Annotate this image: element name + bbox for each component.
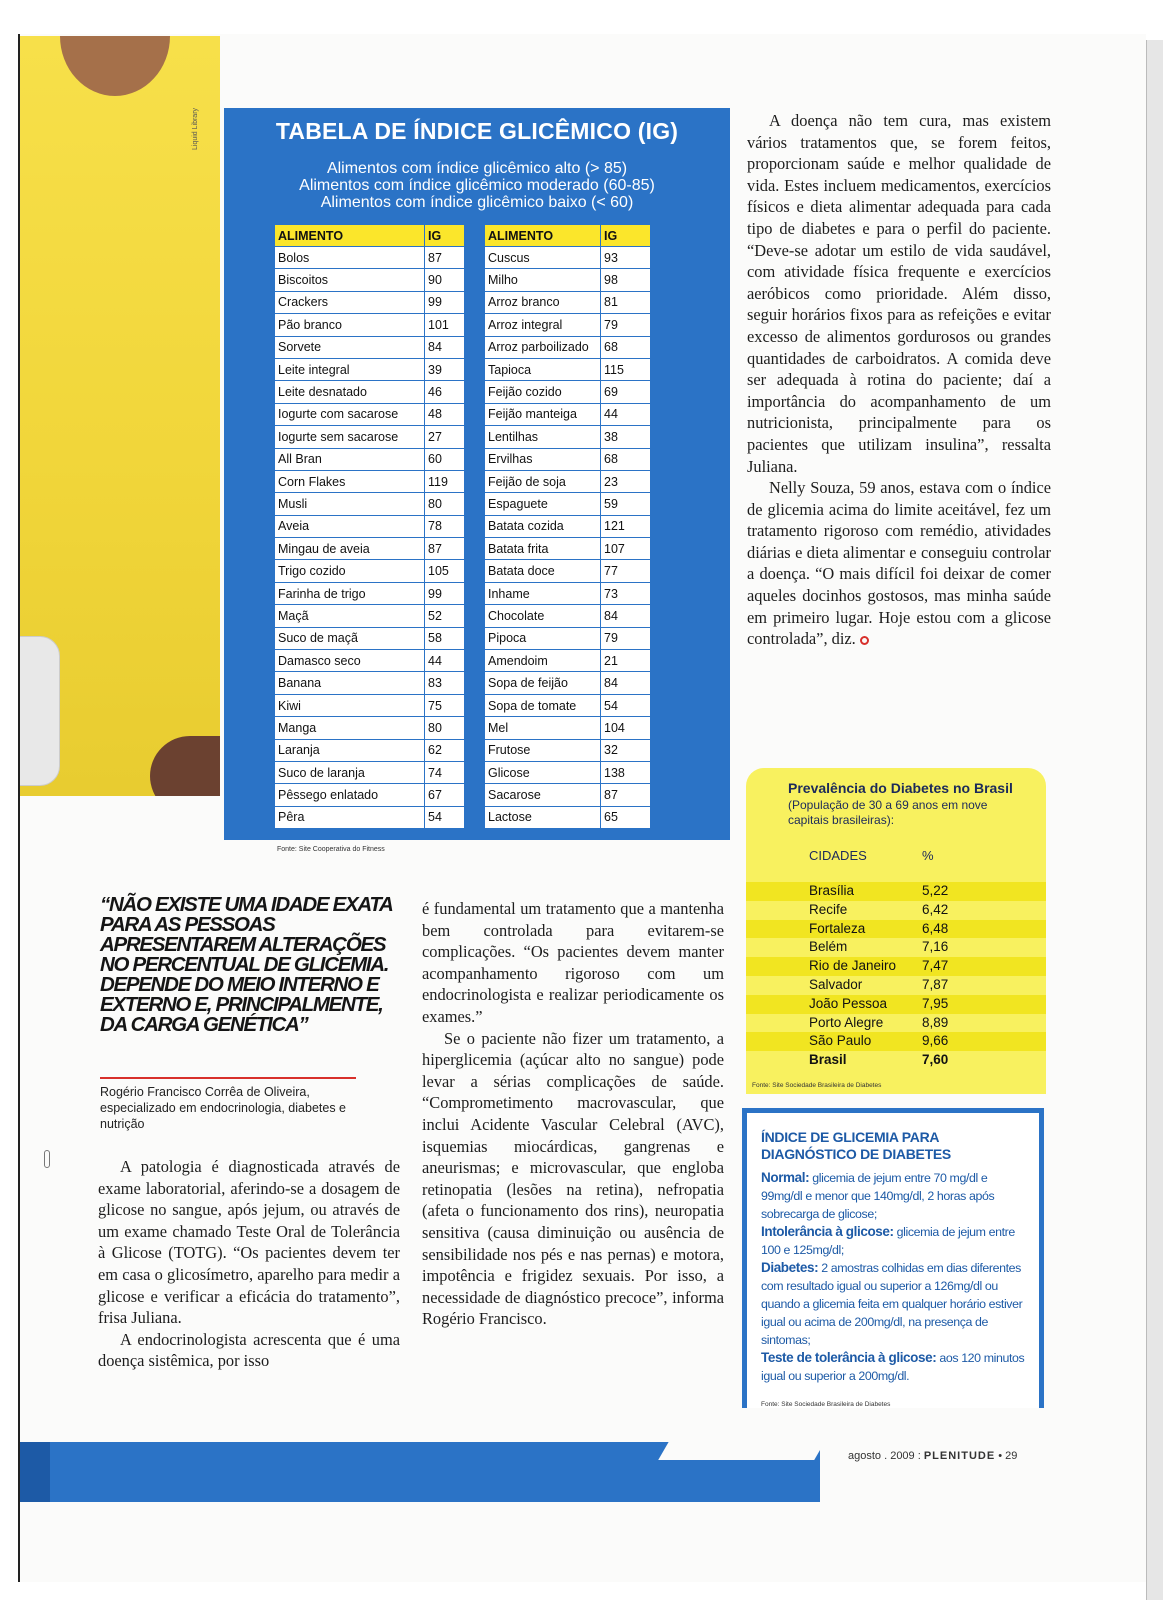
table-row	[485, 739, 651, 761]
table-row	[485, 515, 651, 537]
city-percent: 6,42	[922, 901, 949, 917]
table-row	[275, 336, 465, 358]
food-name: Bolos	[275, 247, 425, 269]
table-row	[485, 560, 651, 582]
table-row	[275, 717, 465, 739]
food-name: Musli	[275, 493, 425, 515]
paragraph: é fundamental um tratamento que a mantenha bem controlada para evitarem-se complicações. “Os pacientes devem manter acompanhamento rigoroso com um endocrinologista e realizar periodicamente os exames.”	[422, 899, 724, 1026]
city-percent: 7,47	[922, 958, 949, 974]
table-row	[275, 538, 465, 560]
ig-value: 68	[601, 448, 651, 470]
food-name: Inhame	[485, 582, 601, 604]
ig-value: 87	[425, 247, 465, 269]
table-row	[485, 761, 651, 783]
ig-value: 101	[425, 314, 465, 336]
table-row	[275, 560, 465, 582]
table-row	[485, 605, 651, 627]
food-name: Suco de maçã	[275, 627, 425, 649]
food-name: Pêssego enlatado	[275, 784, 425, 806]
article-column-middle	[422, 898, 724, 1330]
ig-legend	[224, 160, 730, 211]
glicemia-criteria	[761, 1169, 1031, 1385]
legend-low: Alimentos com índice glicêmico baixo (< 60)	[320, 194, 634, 211]
food-name: Feijão cozido	[485, 381, 601, 403]
food-name: Batata frita	[485, 538, 601, 560]
city-percent: 7,87	[922, 976, 949, 992]
ig-value: 107	[601, 538, 651, 560]
food-name: Corn Flakes	[275, 470, 425, 492]
table-row	[275, 314, 465, 336]
ig-value: 68	[601, 336, 651, 358]
ig-value: 115	[601, 358, 651, 380]
article-column-right	[747, 110, 1051, 650]
prevalence-row	[746, 957, 1046, 976]
table-row	[485, 403, 651, 425]
food-name: Glicose	[485, 761, 601, 783]
city-name: São Paulo	[809, 1033, 872, 1049]
food-name: Banana	[275, 672, 425, 694]
ig-value: 93	[601, 247, 651, 269]
food-name: Lentilhas	[485, 426, 601, 448]
prevalence-col-city: CIDADES	[809, 848, 867, 863]
glicemia-box	[742, 1108, 1044, 1408]
city-percent: 7,95	[922, 995, 949, 1011]
prevalence-col-pct: %	[922, 848, 934, 863]
ig-value: 105	[425, 560, 465, 582]
food-name: Sacarose	[485, 784, 601, 806]
table-row	[275, 672, 465, 694]
photo-credit: Liquid Library	[192, 107, 199, 150]
paragraph: Se o paciente não fizer um tratamento, a hiperglicemia (açúcar alto no sangue) pode levar a sérias complicações de saúde. “Comprometimento macrovascular, que inclui Acidente Vascular Celebral (AVC), isquemias miocárdicas, gangrenas e aneurismas; e microvascular, que engloba retinopatia (lesões na retina), nefropatia (afeta o funcionamento dos rins), neuropatia sensitiva (causa diminuição ou ausência de sensibilidade nos pés e nas pernas) e motora, impotência e frigidez sexuais. Por isso, a necessidade de diagnóstico precoce”, informa Rogério Francisco.	[422, 1028, 724, 1329]
table-row	[485, 247, 651, 269]
binding-staple	[44, 1150, 50, 1168]
food-name: Leite desnatado	[275, 381, 425, 403]
ig-value: 78	[425, 515, 465, 537]
table-row	[275, 582, 465, 604]
ig-value: 79	[601, 627, 651, 649]
ig-value: 32	[601, 739, 651, 761]
ig-value: 27	[425, 426, 465, 448]
prevalence-box	[746, 768, 1046, 1094]
page-edge	[1146, 40, 1163, 1600]
table-row	[485, 470, 651, 492]
table-row	[275, 291, 465, 313]
end-mark-icon	[860, 636, 869, 645]
table-row	[485, 694, 651, 716]
header-ig: IG	[425, 225, 465, 247]
ig-value: 67	[425, 784, 465, 806]
food-name: Trigo cozido	[275, 560, 425, 582]
city-name: Rio de Janeiro	[809, 958, 897, 974]
table-row	[485, 806, 651, 828]
food-name: Suco de laranja	[275, 761, 425, 783]
food-name: Leite integral	[275, 358, 425, 380]
table-row	[485, 448, 651, 470]
ig-value: 84	[601, 672, 651, 694]
table-row	[275, 784, 465, 806]
table-row	[275, 403, 465, 425]
ig-value: 84	[601, 605, 651, 627]
ig-value: 87	[425, 538, 465, 560]
quote-divider	[100, 1077, 356, 1079]
ig-value: 99	[425, 582, 465, 604]
paragraph: Nelly Souza, 59 anos, estava com o índice de glicemia acima do limite aceitável, fez um tratamento rigoroso com remédio, atividades diárias e dieta alimentar e conseguiu controlar a doença. “O mais difícil foi deixar de comer aqueles docinhos gostosos, mas minha saúde em primeiro lugar. Hoje estou com a glicose controlada”, diz.	[747, 478, 1051, 649]
city-name: Belém	[809, 939, 848, 955]
ig-value: 99	[425, 291, 465, 313]
photo-person-with-bottle	[20, 36, 220, 796]
food-name: Tapioca	[485, 358, 601, 380]
ig-source: Fonte: Site Cooperativa do Fitness	[277, 846, 385, 853]
prevalence-row	[746, 1032, 1046, 1051]
food-name: Feijão manteiga	[485, 403, 601, 425]
footer-date: agosto . 2009 :	[848, 1450, 921, 1462]
table-row	[485, 582, 651, 604]
food-name: Mingau de aveia	[275, 538, 425, 560]
header-food: ALIMENTO	[275, 225, 425, 247]
city-percent: 7,60	[922, 1052, 949, 1068]
table-row	[485, 291, 651, 313]
prevalence-row	[746, 920, 1046, 939]
criteria-intolerance: Intolerância à glicose: glicemia de jejum entre 100 e 125mg/dl;	[761, 1224, 1015, 1257]
prevalence-rows	[746, 882, 1046, 1070]
prevalence-row	[746, 1051, 1046, 1070]
ig-value: 46	[425, 381, 465, 403]
food-name: Sopa de tomate	[485, 694, 601, 716]
ig-value: 62	[425, 739, 465, 761]
paragraph: A endocrinologista acrescenta que é uma doença sistêmica, por isso	[98, 1329, 400, 1371]
ig-value: 138	[601, 761, 651, 783]
table-row	[485, 627, 651, 649]
food-name: Pêra	[275, 806, 425, 828]
table-row	[275, 493, 465, 515]
article-column-left	[98, 1156, 400, 1372]
legend-high: Alimentos com índice glicêmico alto (> 85)	[326, 160, 628, 177]
ig-value: 119	[425, 470, 465, 492]
header-food: ALIMENTO	[485, 225, 601, 247]
ig-value: 87	[601, 784, 651, 806]
page-footer	[848, 1450, 1017, 1462]
table-row	[275, 739, 465, 761]
food-name: Pipoca	[485, 627, 601, 649]
ig-value: 54	[601, 694, 651, 716]
prevalence-row	[746, 901, 1046, 920]
table-row	[485, 336, 651, 358]
food-name: Sorvete	[275, 336, 425, 358]
table-row	[275, 605, 465, 627]
ig-value: 23	[601, 470, 651, 492]
ig-table-panel	[224, 108, 730, 840]
food-name: Lactose	[485, 806, 601, 828]
food-name: Arroz integral	[485, 314, 601, 336]
food-name: Pão branco	[275, 314, 425, 336]
food-name: Manga	[275, 717, 425, 739]
table-row	[485, 784, 651, 806]
table-row	[275, 381, 465, 403]
ig-value: 52	[425, 605, 465, 627]
header-ig: IG	[601, 225, 651, 247]
ig-value: 74	[425, 761, 465, 783]
city-percent: 7,16	[922, 939, 949, 955]
ig-value: 60	[425, 448, 465, 470]
table-row	[485, 650, 651, 672]
city-name: Recife	[809, 901, 848, 917]
criteria-diabetes: Diabetes: 2 amostras colhidas em dias diferentes com resultado igual ou superior a 126mg/dl ou quando a glicemia feita em qualquer horário estiver igual ou acima de 200mg/dl, na presença de sintomas;	[761, 1260, 1023, 1347]
food-name: Iogurte sem sacarose	[275, 426, 425, 448]
food-name: Sopa de feijão	[485, 672, 601, 694]
table-row	[275, 650, 465, 672]
ig-value: 80	[425, 493, 465, 515]
prevalence-row	[746, 882, 1046, 901]
glicemia-title: ÍNDICE DE GLICEMIA PARA DIAGNÓSTICO DE DIABETES	[761, 1129, 951, 1162]
table-row	[275, 627, 465, 649]
ig-value: 83	[425, 672, 465, 694]
city-name: Fortaleza	[809, 920, 866, 936]
ig-value: 81	[601, 291, 651, 313]
table-row	[275, 761, 465, 783]
ig-table-left	[274, 224, 465, 829]
ig-value: 48	[425, 403, 465, 425]
table-row	[485, 381, 651, 403]
food-name: Mel	[485, 717, 601, 739]
prevalence-subtitle: (População de 30 a 69 anos em nove capitais brasileiras):	[788, 798, 988, 827]
food-name: Biscoitos	[275, 269, 425, 291]
table-row	[485, 269, 651, 291]
ig-value: 44	[425, 650, 465, 672]
table-row	[485, 314, 651, 336]
city-name: Brasil	[809, 1052, 847, 1068]
ig-value: 98	[601, 269, 651, 291]
table-row	[485, 358, 651, 380]
table-row	[275, 694, 465, 716]
city-name: Salvador	[809, 976, 863, 992]
ig-value: 77	[601, 560, 651, 582]
food-name: Kiwi	[275, 694, 425, 716]
food-name: Farinha de trigo	[275, 582, 425, 604]
pull-quote: “NÃO EXISTE UMA IDADE EXATA PARA AS PESSOAS APRESENTAREM ALTERAÇÕES NO PERCENTUAL DE GLICEMIA. DEPENDE DO MEIO INTERNO E EXTERNO E, PRINCIPALMENTE, DA CARGA GENÉTICA”	[100, 893, 392, 1036]
table-row	[275, 426, 465, 448]
ig-value: 59	[601, 493, 651, 515]
paragraph: A patologia é diagnosticada através de exame laboratorial, aferindo-se a dosagem de glicose no sangue, após jejum, ou através de um exame chamado Teste Oral de Tolerância à Glicose (TOTG). “Os pacientes devem ter em casa o glicosímetro, aparelho para medir a glicose e verificar a eficácia do tratamento”, frisa Juliana.	[98, 1157, 400, 1328]
table-row	[485, 672, 651, 694]
food-name: Batata doce	[485, 560, 601, 582]
criteria-tolerance-test: Teste de tolerância à glicose: aos 120 minutos igual ou superior a 200mg/dl.	[761, 1350, 1025, 1383]
prevalence-row	[746, 938, 1046, 957]
ig-value: 104	[601, 717, 651, 739]
food-name: Feijão de soja	[485, 470, 601, 492]
ig-value: 73	[601, 582, 651, 604]
table-row	[275, 448, 465, 470]
prevalence-row	[746, 1014, 1046, 1033]
food-name: Iogurte com sacarose	[275, 403, 425, 425]
food-name: Espaguete	[485, 493, 601, 515]
ig-value: 121	[601, 515, 651, 537]
table-row	[485, 538, 651, 560]
prevalence-title: Prevalência do Diabetes no Brasil	[788, 780, 1013, 796]
food-name: Laranja	[275, 739, 425, 761]
table-row	[275, 470, 465, 492]
prevalence-row	[746, 995, 1046, 1014]
quote-author: Rogério Francisco Corrêa de Oliveira, especializado em endocrinologia, diabetes e nutrição	[100, 1085, 346, 1131]
table-row	[275, 358, 465, 380]
food-name: Aveia	[275, 515, 425, 537]
ig-value: 21	[601, 650, 651, 672]
ig-table-title: TABELA DE ÍNDICE GLICÊMICO (IG)	[275, 118, 679, 144]
ig-value: 44	[601, 403, 651, 425]
ig-value: 84	[425, 336, 465, 358]
food-name: Cuscus	[485, 247, 601, 269]
criteria-normal: Normal: glicemia de jejum entre 70 mg/dl e 99mg/dl e menor que 140mg/dl, 2 horas após sobrecarga de glicose;	[761, 1170, 995, 1221]
ig-value: 80	[425, 717, 465, 739]
ig-value: 75	[425, 694, 465, 716]
ig-value: 39	[425, 358, 465, 380]
paragraph: A doença não tem cura, mas existem vários tratamentos que, se forem feitos, proporcionam saúde e melhor qualidade de vida. Estes incluem medicamentos, exercícios físicos e dieta alimentar adequada para cada tipo de diabetes e para o perfil do paciente. “Deve-se adotar um estilo de vida saudável, com atividade física frequente e exercícios aeróbicos como prioridade. Além disso, seguir horários fixos para as refeições e evitar excesso de alimentos gordurosos ou grandes quantidades de carboidratos. A comida deve ser adequada à rotina do paciente; daí a importância do acompanhamento de um nutricionista, principalmente para os pacientes que utilizam insulina”, ressalta Juliana.	[747, 111, 1051, 476]
food-name: Chocolate	[485, 605, 601, 627]
city-percent: 8,89	[922, 1014, 949, 1030]
city-name: João Pessoa	[809, 995, 888, 1011]
prevalence-source: Fonte: Site Sociedade Brasileira de Diabetes	[752, 1082, 882, 1089]
table-row	[275, 269, 465, 291]
table-row	[485, 717, 651, 739]
city-name: Porto Alegre	[809, 1014, 884, 1030]
food-name: Arroz parboilizado	[485, 336, 601, 358]
food-name: Milho	[485, 269, 601, 291]
city-name: Brasília	[809, 883, 855, 898]
glicemia-source: Fonte: Site Sociedade Brasileira de Diabetes	[761, 1401, 891, 1408]
city-percent: 9,66	[922, 1033, 949, 1049]
ig-value: 90	[425, 269, 465, 291]
legend-moderate: Alimentos com índice glicêmico moderado (60-85)	[299, 177, 655, 194]
food-name: Frutose	[485, 739, 601, 761]
food-name: Arroz branco	[485, 291, 601, 313]
ig-value: 69	[601, 381, 651, 403]
table-row	[275, 247, 465, 269]
ig-value: 79	[601, 314, 651, 336]
ig-value: 38	[601, 426, 651, 448]
food-name: Ervilhas	[485, 448, 601, 470]
ig-table-right	[484, 224, 651, 829]
table-row	[485, 426, 651, 448]
food-name: Maçã	[275, 605, 425, 627]
city-percent: 6,48	[922, 920, 949, 936]
table-row	[275, 806, 465, 828]
footer-page-number: • 29	[998, 1450, 1018, 1462]
prevalence-row	[746, 976, 1046, 995]
ig-value: 65	[601, 806, 651, 828]
food-name: Batata cozida	[485, 515, 601, 537]
ig-value: 54	[425, 806, 465, 828]
food-name: Damasco seco	[275, 650, 425, 672]
ig-value: 58	[425, 627, 465, 649]
table-row	[485, 493, 651, 515]
food-name: Crackers	[275, 291, 425, 313]
footer-magazine: PLENITUDE	[923, 1450, 996, 1462]
food-name: Amendoim	[485, 650, 601, 672]
food-name: All Bran	[275, 448, 425, 470]
city-percent: 5,22	[922, 883, 949, 898]
table-row	[275, 515, 465, 537]
